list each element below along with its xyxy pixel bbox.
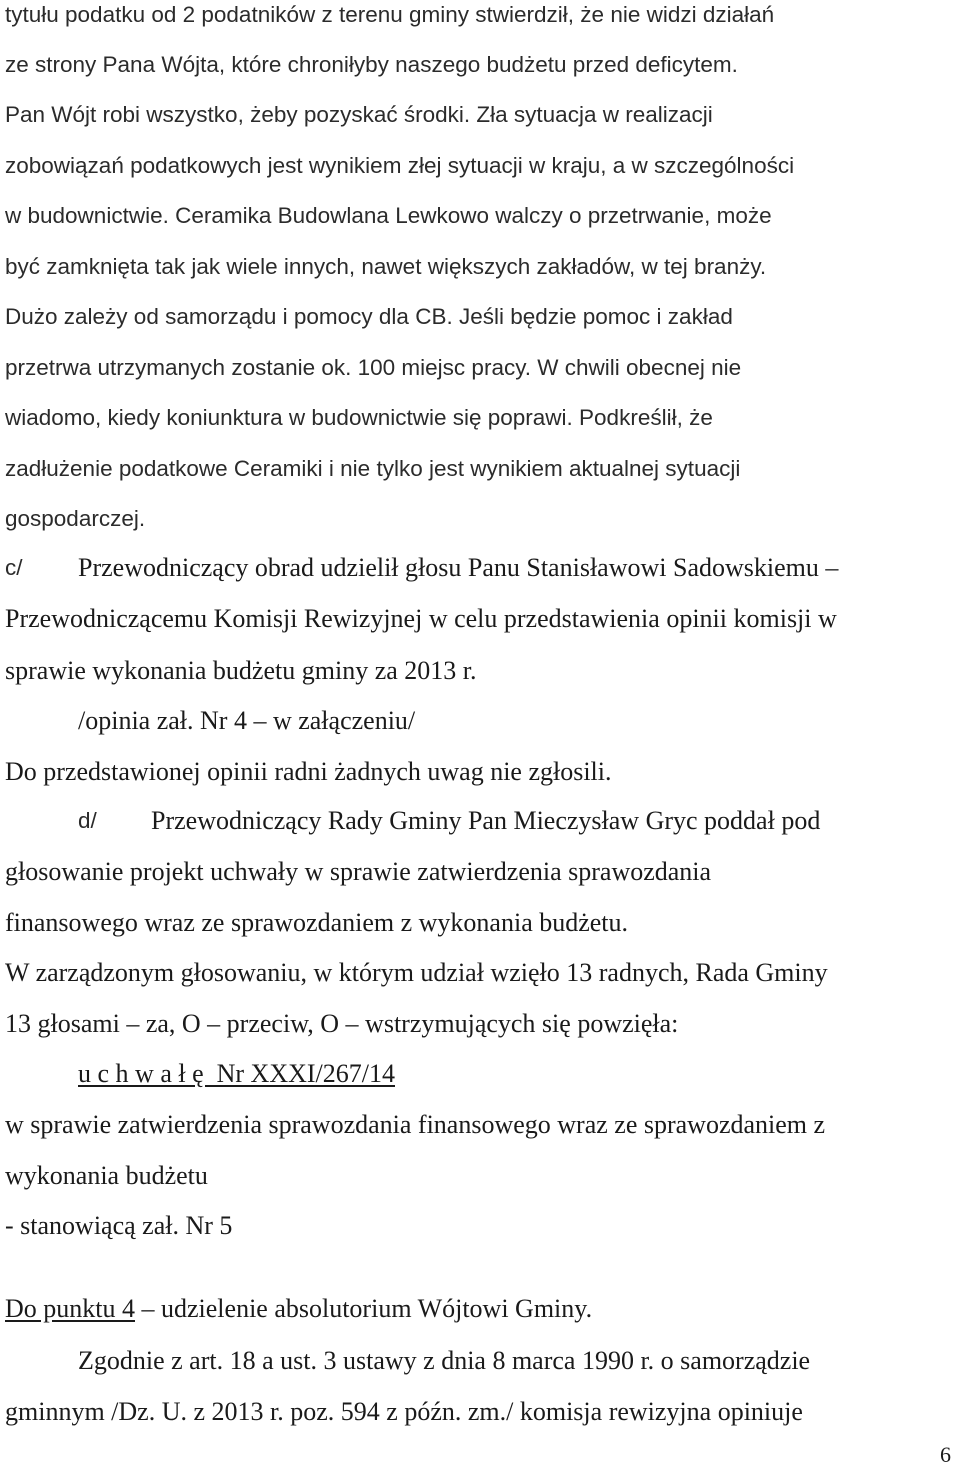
text-line: Przewodniczący Rady Gminy Pan Mieczysław Gryc poddał pod	[151, 806, 821, 835]
text-line: wykonania budżetu	[5, 1161, 208, 1190]
text-line: W zarządzonym głosowaniu, w którym udział wzięło 13 radnych, Rada Gminy	[5, 958, 828, 987]
text-line: sprawie wykonania budżetu gminy za 2013 r.	[5, 656, 477, 685]
section-marker-d: d/	[78, 808, 97, 833]
text-line: 13 głosami – za, O – przeciw, O – wstrzymujących się powzięła:	[5, 1009, 679, 1038]
point4-heading-line	[5, 1294, 592, 1324]
text-line: finansowego wraz ze sprawozdaniem z wykonania budżetu.	[5, 908, 629, 937]
text-line: głosowanie projekt uchwały w sprawie zatwierdzenia sprawozdania	[5, 857, 712, 886]
text-line: w budownictwie. Ceramika Budowlana Lewkowo walczy o przetrwanie, może	[5, 203, 772, 228]
section-marker-c: c/	[5, 555, 23, 580]
text-line: Przewodniczącemu Komisji Rewizyjnej w celu przedstawienia opinii komisji w	[5, 604, 837, 633]
text-line: Dużo zależy od samorządu i pomocy dla CB. Jeśli będzie pomoc i zakład	[5, 304, 733, 329]
resolution-title: u c h w a ł ę Nr XXXI/267/14	[78, 1059, 395, 1088]
text-line: wiadomo, kiedy koniunktura w budownictwie się poprawi. Podkreślił, że	[5, 405, 713, 430]
text-line: Pan Wójt robi wszystko, żeby pozyskać środki. Zła sytuacja w realizacji	[5, 102, 713, 127]
text-line: Przewodniczący obrad udzielił głosu Panu Stanisławowi Sadowskiemu –	[78, 553, 839, 582]
attachment-note: /opinia zał. Nr 4 – w załączeniu/	[78, 706, 416, 735]
text-line: być zamknięta tak jak wiele innych, nawet większych zakładów, w tej branży.	[5, 254, 767, 279]
point4-heading: Do punktu 4	[5, 1294, 135, 1323]
text-line: w sprawie zatwierdzenia sprawozdania finansowego wraz ze sprawozdaniem z	[5, 1110, 826, 1139]
text-line: - stanowiącą zał. Nr 5	[5, 1211, 233, 1240]
text-line: tytułu podatku od 2 podatników z terenu gminy stwierdził, że nie widzi działań	[5, 2, 775, 27]
text-line: Do przedstawionej opinii radni żadnych uwag nie zgłosili.	[5, 757, 612, 786]
text-line: ze strony Pana Wójta, które chroniłyby naszego budżetu przed deficytem.	[5, 52, 738, 77]
text-line: gminnym /Dz. U. z 2013 r. poz. 594 z późn. zm./ komisja rewizyjna opiniuje	[5, 1397, 803, 1426]
text-line: zadłużenie podatkowe Ceramiki i nie tylko jest wynikiem aktualnej sytuacji	[5, 456, 741, 481]
text-line: zobowiązań podatkowych jest wynikiem złej sytuacji w kraju, a w szczególności	[5, 153, 795, 178]
page-number: 6	[940, 1442, 951, 1467]
text-line: gospodarczej.	[5, 506, 146, 531]
text-line: Zgodnie z art. 18 a ust. 3 ustawy z dnia 8 marca 1990 r. o samorządzie	[78, 1346, 811, 1375]
point4-heading-rest: – udzielenie absolutorium Wójtowi Gminy.	[135, 1294, 593, 1323]
text-line: przetrwa utrzymanych zostanie ok. 100 miejsc pracy. W chwili obecnej nie	[5, 355, 742, 380]
